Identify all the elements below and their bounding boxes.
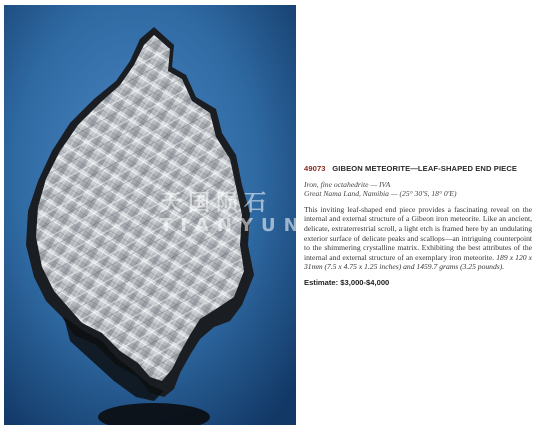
lot-classification: Iron, fine octahedrite — IVA — [304, 180, 391, 189]
watermark-latin: TIANYUN — [160, 215, 307, 236]
lot-description-column — [304, 164, 532, 287]
meteorite-photo — [4, 5, 296, 425]
lot-heading — [304, 164, 532, 173]
lot-number: 49073 — [304, 164, 326, 173]
lot-dimensions: 189 x 120 x 31mm (7.5 x 4.75 x 1.25 inches) and 1459.7 grams (3.25 pounds). — [304, 252, 532, 272]
lot-description — [304, 205, 532, 272]
lot-estimate: Estimate: $3,000-$4,000 — [304, 277, 390, 287]
lot-locality: Great Nama Land, Namibia — (25° 30'S, 18° 0'E) — [304, 189, 457, 199]
lot-title: GIBEON METEORITE—LEAF-SHAPED END PIECE — [332, 164, 518, 173]
watermark-chinese: 天国陨石 — [160, 191, 273, 216]
lot-description-text: This inviting leaf-shaped end piece provides a fascinating reveal on the internal and external structure of a Gibeon iron meteorite. Like an ancient, delicate, extraterrestrial scroll, a light etch is framed here by an undulating exterior surface of delicate peaks and scallops—an intriguing counterpoint to the shimmering crystalline matrix. Exhibiting the best attributes of the internal and external structure of an exemplary iron meteorite. — [304, 204, 532, 262]
meteorite-photo-svg — [4, 5, 296, 425]
